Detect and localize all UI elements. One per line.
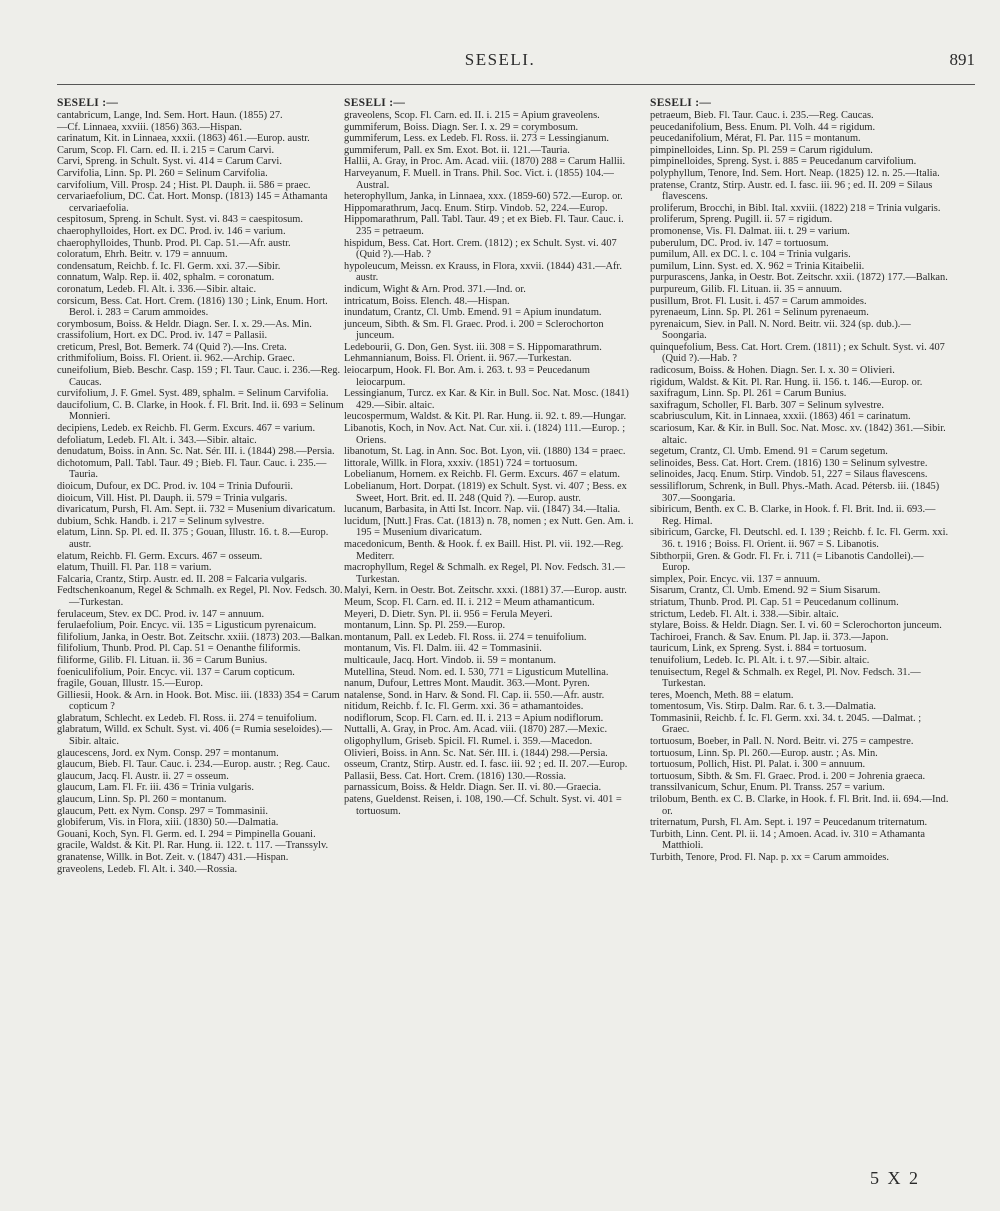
index-entry: cuneifolium, Bieb. Beschr. Casp. 159 ; Fl. Taur. Cauc. i. 236.—Reg. Caucas. [57, 365, 341, 388]
index-entry: tortuosum, Boeber, in Pall. N. Nord. Beitr. vi. 275 = campestre. [650, 736, 914, 748]
index-entry: glaucum, Linn. Sp. Pl. 260 = montanum. [57, 794, 227, 806]
index-entry: glaucum, Jacq. Fl. Austr. ii. 27 = osseum. [57, 770, 229, 782]
index-entry: Olivieri, Boiss. in Ann. Sc. Nat. Sér. III. i. (1844) 298.—Persia. [344, 747, 608, 759]
index-entry: striatum, Thunb. Prod. Pl. Cap. 51 = Peucedanum collinum. [650, 596, 899, 608]
index-entry: petraeum, Bieb. Fl. Taur. Cauc. i. 235.—Reg. Caucas. [650, 110, 874, 121]
index-entry: lucanum, Barbasita, in Atti Ist. Incorr. Nap. vii. (1847) 34.—Italia. [344, 504, 621, 516]
index-entry: teres, Moench, Meth. 88 = elatum. [650, 689, 794, 701]
index-entry: gummiferum, Boiss. Diagn. Ser. I. x. 29 = corymbosum. [344, 121, 579, 133]
index-entry: curvifolium, J. F. Gmel. Syst. 489, sphalm. = Selinum Carvifolia. [57, 388, 329, 400]
index-entry: pyrenaicum, Siev. in Pall. N. Nord. Beitr. vii. 324 (sp. dub.).—Soongaria. [650, 318, 911, 342]
signature-mark: 5 X 2 [870, 1168, 920, 1188]
entry-list [650, 110, 950, 864]
index-entry: Fedtschenkoanum, Regel & Schmalh. ex Regel, Pl. Nov. Fedsch. 30.—Turkestan. [57, 585, 343, 608]
index-entry: cervariaefolium, DC. Cat. Hort. Monsp. (1813) 145 = Athamanta cervariaefolia. [57, 191, 328, 214]
index-entry: libanotum, St. Lag. in Ann. Soc. Bot. Lyon, vii. (1880) 134 = praec. [344, 446, 626, 458]
index-entry: selinoides, Jacq. Enum. Stirp. Vindob. 51, 227 = Silaus flavescens. [650, 469, 928, 481]
page-title: SESELI. [464, 50, 536, 69]
index-entry: inundatum, Crantz, Cl. Umb. Emend. 91 = Apium inundatum. [344, 307, 602, 319]
index-entry: Malyi, Kern. in Oestr. Bot. Zeitschr. xxxi. (1881) 37.—Europ. austr. [344, 585, 627, 597]
index-entry: Pallasii, Bess. Cat. Hort. Crem. (1816) 130.—Rossia. [344, 770, 566, 782]
index-entry: Hippomarathrum, Pall. Tabl. Taur. 49 ; et ex Bieb. Fl. Taur. Cauc. i. 235 = petraeum. [344, 214, 624, 237]
index-entry: cantabricum, Lange, Ind. Sem. Hort. Haun. (1855) 27. [57, 110, 283, 121]
index-entry: heterophyllum, Janka, in Linnaea, xxx. (1859-60) 572.—Europ. or. [344, 191, 623, 203]
column-heading: SESELI :— [344, 97, 406, 109]
index-entry: hispidum, Bess. Cat. Hort. Crem. (1812) ; ex Schult. Syst. vi. 407 (Quid ?).—Hab. ? [344, 237, 617, 261]
index-entry: pumilum, All. ex DC. l. c. 104 = Trinia vulgaris. [650, 249, 851, 261]
index-entry: segetum, Crantz, Cl. Umb. Emend. 91 = Carum segetum. [650, 446, 888, 458]
index-entry: Ledebourii, G. Don, Gen. Syst. iii. 308 = S. Hippomarathrum. [344, 341, 602, 353]
index-entry: glaucum, Lam. Fl. Fr. iii. 436 = Trinia vulgaris. [57, 782, 254, 794]
index-entry: dubium, Schk. Handb. i. 217 = Selinum sylvestre. [57, 515, 265, 527]
index-entry: filiforme, Gilib. Fl. Lituan. ii. 36 = Carum Bunius. [57, 654, 268, 666]
index-entry: graveolens, Scop. Fl. Carn. ed. II. i. 215 = Apium graveolens. [344, 110, 600, 121]
index-entry: rigidum, Waldst. & Kit. Pl. Rar. Hung. ii. 156. t. 146.—Europ. or. [650, 376, 923, 388]
index-entry: pimpinelloides, Linn. Sp. Pl. 259 = Carum rigidulum. [650, 144, 873, 156]
index-entry: divaricatum, Pursh, Fl. Am. Sept. ii. 732 = Musenium divaricatum. [57, 504, 336, 516]
index-entry: leiocarpum, Hook. Fl. Bor. Am. i. 263. t. 93 = Peucedanum leiocarpum. [344, 365, 590, 388]
index-entry: simplex, Poir. Encyc. vii. 137 = annuum. [650, 573, 821, 585]
entry-list [344, 110, 634, 817]
index-entry: Falcaria, Crantz, Stirp. Austr. ed. II. 208 = Falcaria vulgaris. [57, 573, 307, 585]
index-entry: radicosum, Boiss. & Hohen. Diagn. Ser. I. x. 30 = Olivieri. [650, 365, 895, 377]
index-entry: Lehmannianum, Boiss. Fl. Orient. ii. 967.—Turkestan. [344, 353, 572, 365]
index-entry: tortuosum, Pollich, Hist. Pl. Palat. i. 300 = annuum. [650, 759, 866, 771]
header-rule [57, 84, 975, 85]
index-entry: Hippomarathrum, Jacq. Enum. Stirp. Vindob. 52, 224.—Europ. [344, 202, 608, 214]
index-entry: macrophyllum, Regel & Schmalh. ex Regel, Pl. Nov. Fedsch. 31.—Turkestan. [344, 562, 625, 585]
index-entry: nodiflorum, Scop. Fl. Carn. ed. II. i. 213 = Apium nodiflorum. [344, 712, 604, 724]
index-entry: indicum, Wight & Arn. Prod. 371.—Ind. or. [344, 283, 526, 295]
index-entry: gummiferum, Pall. ex Sm. Exot. Bot. ii. 121.—Tauria. [344, 144, 570, 156]
index-entry: filifolium, Thunb. Prod. Pl. Cap. 51 = Oenanthe filiformis. [57, 643, 301, 655]
index-entry: Nuttalli, A. Gray, in Proc. Am. Acad. viii. (1870) 287.—Mexic. [344, 724, 608, 736]
index-entry: montanum, Linn. Sp. Pl. 259.—Europ. [344, 620, 506, 632]
index-entry: coloratum, Ehrh. Beitr. v. 179 = annuum. [57, 249, 228, 261]
index-entry: Meyeri, D. Dietr. Syn. Pl. ii. 956 = Ferula Meyeri. [344, 608, 553, 620]
index-entry: littorale, Willk. in Flora, xxxiv. (1851) 724 = tortuosum. [344, 457, 578, 469]
index-entry: purpureum, Gilib. Fl. Lituan. ii. 35 = annuum. [650, 283, 843, 295]
index-entry: foeniculifolium, Poir. Encyc. vii. 137 = Carum copticum. [57, 666, 295, 678]
index-entry: tauricum, Link, ex Spreng. Syst. i. 884 = tortuosum. [650, 643, 867, 655]
index-entry: elatum, Linn. Sp. Pl. ed. II. 375 ; Gouan, Illustr. 16. t. 8.—Europ. austr. [57, 527, 329, 550]
index-entry: sibiricum, Benth. ex C. B. Clarke, in Hook. f. Fl. Brit. Ind. ii. 693.—Reg. Himal. [650, 504, 936, 527]
index-entry: chaerophylloides, Thunb. Prod. Pl. Cap. 51.—Afr. austr. [57, 237, 291, 249]
index-entry: proliferum, Spreng. Pugill. ii. 57 = rigidum. [650, 214, 833, 226]
index-entry: tenuisectum, Regel & Schmalh. ex Regel, Pl. Nov. Fedsch. 31.—Turkestan. [650, 666, 921, 690]
page-number: 891 [949, 50, 975, 69]
index-entry: dioicum, Vill. Hist. Pl. Dauph. ii. 579 = Trinia vulgaris. [57, 492, 288, 504]
index-entry: peucedanifolium, Bess. Enum. Pl. Volh. 44 = rigidum. [650, 121, 876, 133]
index-entry: Meum, Scop. Fl. Carn. ed. II. i. 212 = Meum athamanticum. [344, 596, 595, 608]
index-entry: sibiricum, Garcke, Fl. Deutschl. ed. I. 139 ; Reichb. f. Ic. Fl. Germ. xxi. 36. t. 1916 ; Boiss. Fl. Orient. ii. 967 = S. Libanotis. [650, 527, 949, 550]
index-entry: ferulaefolium, Poir. Encyc. vii. 135 = Ligusticum pyrenaicum. [57, 620, 317, 632]
index-entry: sessiliflorum, Schrenk, in Bull. Phys.-Math. Acad. Pétersb. iii. (1845) 307.—Soongaria. [650, 481, 940, 504]
index-entry: montanum, Pall. ex Ledeb. Fl. Ross. ii. 274 = tenuifolium. [344, 631, 587, 643]
index-entry: globiferum, Vis. in Flora, xiii. (1830) 50.—Dalmatia. [57, 817, 279, 829]
index-entry: carvifolium, Vill. Prosp. 24 ; Hist. Pl. Dauph. ii. 586 = praec. [57, 179, 311, 191]
index-entry: ferulaceum, Stev. ex DC. Prod. iv. 147 = annuum. [57, 608, 265, 620]
index-entry: Gouani, Koch, Syn. Fl. Germ. ed. I. 294 = Pimpinella Gouani. [57, 828, 316, 840]
index-entry: gummiferum, Less. ex Ledeb. Fl. Ross. ii. 273 = Lessingianum. [344, 133, 610, 145]
index-entry: triternatum, Pursh, Fl. Am. Sept. i. 197 = Peucedanum triternatum. [650, 817, 928, 829]
index-entry: glabratum, Schlecht. ex Ledeb. Fl. Ross. ii. 274 = tenuifolium. [57, 712, 317, 724]
index-entry: glaucescens, Jord. ex Nym. Consp. 297 = montanum. [57, 747, 279, 759]
index-entry: glaucum, Bieb. Fl. Taur. Cauc. i. 234.—Europ. austr. ; Reg. Cauc. [57, 759, 330, 771]
index-entry: Lobelianum, Hornem. ex Reichb. Fl. Germ. Excurs. 467 = elatum. [344, 469, 620, 481]
index-entry: puberulum, DC. Prod. iv. 147 = tortuosum. [650, 237, 829, 249]
index-entry: elatum, Thuill. Fl. Par. 118 = varium. [57, 562, 212, 574]
index-entry: stylare, Boiss. & Heldr. Diagn. Ser. I. vi. 60 = Sclerochorton junceum. [650, 620, 942, 632]
index-entry: Mutellina, Steud. Nom. ed. I. 530, 771 = Ligusticum Mutellina. [344, 666, 609, 678]
index-entry: daucifolium, C. B. Clarke, in Hook. f. Fl. Brit. Ind. ii. 693 = Selinum Monnieri. [57, 399, 344, 423]
column-2 [344, 97, 634, 817]
index-entry: tortuosum, Sibth. & Sm. Fl. Graec. Prod. i. 200 = Johrenia graeca. [650, 770, 926, 782]
index-entry: crithmifolium, Boiss. Fl. Orient. ii. 962.—Archip. Graec. [57, 353, 295, 365]
index-entry: quinquefolium, Bess. Cat. Hort. Crem. (1811) ; ex Schult. Syst. vi. 407 (Quid ?).—Hab. ? [650, 341, 945, 365]
index-entry: selinoides, Bess. Cat. Hort. Crem. (1816) 130 = Selinum sylvestre. [650, 457, 928, 469]
index-entry: granatense, Willk. in Bot. Zeit. v. (1847) 431.—Hispan. [57, 852, 289, 863]
index-entry: Lessingianum, Turcz. ex Kar. & Kir. in Bull. Soc. Nat. Mosc. (1841) 429.—Sibir. altaic. [344, 388, 629, 411]
index-entry: carinatum, Kit. in Linnaea, xxxii. (1863) 461.—Europ. austr. [57, 133, 310, 145]
column-1 [57, 97, 347, 875]
index-entry: glabratum, Willd. ex Schult. Syst. vi. 406 (= Rumia seseloides).—Sibir. altaic. [57, 724, 333, 748]
index-entry: elatum, Reichb. Fl. Germ. Excurs. 467 = osseum. [57, 550, 263, 562]
index-entry: chaerophylloides, Hort. ex DC. Prod. iv. 146 = varium. [57, 225, 286, 237]
index-entry: lucidum, [Nutt.] Fras. Cat. (1813) n. 78, nomen ; ex Nutt. Gen. Am. i. 195 = Musenium divaricatum. [344, 515, 634, 539]
index-entry: strictum, Ledeb. Fl. Alt. i. 338.—Sibir. altaic. [650, 608, 839, 620]
index-entry: pusillum, Brot. Fl. Lusit. i. 457 = Carum ammoides. [650, 295, 867, 307]
index-entry: Harveyanum, F. Muell. in Trans. Phil. Soc. Vict. i. (1855) 104.—Austral. [344, 167, 614, 191]
index-entry: glaucum, Pett. ex Nym. Consp. 297 = Tommasinii. [57, 805, 269, 817]
index-entry: crassifolium, Hort. ex DC. Prod. iv. 147 = Pallasii. [57, 330, 268, 342]
index-entry: nanum, Dufour, Lettres Mont. Maudit. 363.—Mont. Pyren. [344, 678, 590, 690]
index-entry: Carvi, Spreng. in Schult. Syst. vi. 414 = Carum Carvi. [57, 156, 282, 168]
index-entry: gracile, Waldst. & Kit. Pl. Rar. Hung. ii. 122. t. 117. —Transsylv. [57, 840, 329, 852]
index-entry: Carum, Scop. Fl. Carn. ed. II. i. 215 = Carum Carvi. [57, 144, 275, 156]
index-entry: scariosum, Kar. & Kir. in Bull. Soc. Nat. Mosc. xv. (1842) 361.—Sibir. altaic. [650, 423, 946, 446]
index-entry: polyphyllum, Tenore, Ind. Sem. Hort. Neap. (1825) 12. n. 25.—Italia. [650, 167, 940, 179]
index-entry: leucospermum, Waldst. & Kit. Pl. Rar. Hung. ii. 92. t. 89.—Hungar. [344, 411, 627, 423]
index-entry: pumilum, Linn. Syst. ed. X. 962 = Trinia Kitaibelii. [650, 260, 865, 272]
index-entry: tortuosum, Linn. Sp. Pl. 260.—Europ. austr. ; As. Min. [650, 747, 878, 759]
index-entry: filifolium, Janka, in Oestr. Bot. Zeitschr. xxiii. (1873) 203.—Balkan. [57, 631, 343, 643]
index-entry: fragile, Gouan, Illustr. 15.—Europ. [57, 678, 204, 690]
index-entry: hypoleucum, Meissn. ex Krauss, in Flora, xxvii. (1844) 431.—Afr. austr. [344, 260, 622, 284]
index-entry: intricatum, Boiss. Elench. 48.—Hispan. [344, 295, 510, 307]
index-entry: Sibthorpii, Gren. & Godr. Fl. Fr. i. 711 (= Libanotis Candollei).—Europ. [650, 550, 924, 574]
index-entry: pimpinelloides, Spreng. Syst. i. 885 = Peucedanum carvifolium. [650, 156, 917, 168]
index-entry: coronatum, Ledeb. Fl. Alt. i. 336.—Sibir. altaic. [57, 283, 257, 295]
index-entry: connatum, Walp. Rep. ii. 402, sphalm. = coronatum. [57, 272, 275, 284]
index-entry: Turbith, Tenore, Prod. Fl. Nap. p. xx = Carum ammoides. [650, 852, 889, 863]
index-entry: condensatum, Reichb. f. Ic. Fl. Germ. xxi. 37.—Sibir. [57, 260, 281, 272]
index-entry: pratense, Crantz, Stirp. Austr. ed. I. fasc. iii. 96 ; ed. II. 209 = Silaus flavescens. [650, 179, 933, 203]
index-entry: dioicum, Dufour, ex DC. Prod. iv. 104 = Trinia Dufourii. [57, 481, 293, 492]
index-entry: patens, Gueldenst. Reisen, i. 108, 190.—Cf. Schult. Syst. vi. 401 = tortuosum. [344, 794, 622, 817]
entry-list [57, 110, 347, 875]
index-entry: Lobelianum, Hort. Dorpat. (1819) ex Schult. Syst. vi. 407 ; Bess. ex Sweet, Hort. Brit. ed. II. 248 (Quid ?). —Europ. austr. [344, 481, 627, 504]
index-entry: graveolens, Ledeb. Fl. Alt. i. 340.—Rossia. [57, 863, 238, 875]
index-entry: defoliatum, Ledeb. Fl. Alt. i. 343.—Sibir. altaic. [57, 434, 257, 446]
index-entry: Gilliesii, Hook. & Arn. in Hook. Bot. Misc. iii. (1833) 354 = Carum copticum ? [57, 689, 340, 713]
index-entry: Tachiroei, Franch. & Sav. Enum. Pl. Jap. ii. 373.—Japon. [650, 631, 889, 643]
index-entry: corsicum, Bess. Cat. Hort. Crem. (1816) 130 ; Link, Enum. Hort. Berol. i. 283 = Carum ammoides. [57, 295, 328, 319]
index-entry: Tommasinii, Reichb. f. Ic. Fl. Germ. xxi. 34. t. 2045. —Dalmat. ; Graec. [650, 712, 922, 736]
index-entry: creticum, Presl, Bot. Bemerk. 74 (Quid ?).—Ins. Creta. [57, 341, 287, 353]
index-entry: macedonicum, Benth. & Hook. f. ex Baill. Hist. Pl. vii. 192.—Reg. Mediterr. [344, 538, 624, 562]
index-entry: tomentosum, Vis. Stirp. Dalm. Rar. 6. t. 3.—Dalmatia. [650, 701, 877, 713]
column-heading: SESELI :— [57, 97, 119, 109]
index-entry: transsilvanicum, Schur, Enum. Pl. Transs. 257 = varium. [650, 782, 885, 794]
index-entry: promonense, Vis. Fl. Dalmat. iii. t. 29 = varium. [650, 225, 850, 237]
running-head [0, 50, 1000, 74]
index-entry: pyrenaeum, Linn. Sp. Pl. 261 = Selinum pyrenaeum. [650, 307, 869, 319]
column-3 [650, 97, 950, 864]
index-entry: Sisarum, Crantz, Cl. Umb. Emend. 92 = Sium Sisarum. [650, 585, 881, 597]
index-entry: junceum, Sibth. & Sm. Fl. Graec. Prod. i. 200 = Sclerochorton junceum. [344, 318, 604, 342]
index-entry: montanum, Vis. Fl. Dalm. iii. 42 = Tommasinii. [344, 643, 542, 655]
column-heading: SESELI :— [650, 97, 712, 109]
index-entry: parnassicum, Boiss. & Heldr. Diagn. Ser. II. vi. 80.—Graecia. [344, 782, 602, 794]
index-entry: Turbith, Linn. Cent. Pl. ii. 14 ; Amoen. Acad. iv. 310 = Athamanta Matthioli. [650, 828, 925, 852]
index-entry: tenuifolium, Ledeb. Ic. Pl. Alt. i. t. 97.—Sibir. altaic. [650, 654, 870, 666]
index-entry: saxifragum, Scholler, Fl. Barb. 307 = Selinum sylvestre. [650, 399, 885, 411]
index-entry: denudatum, Boiss. in Ann. Sc. Nat. Sér. III. i. (1844) 298.—Persia. [57, 446, 335, 458]
index-entry: scabriusculum, Kit. in Linnaea, xxxii. (1863) 461 = carinatum. [650, 411, 911, 423]
index-entry: peucedanifolium, Mérat, Fl. Par. 115 = montanum. [650, 133, 861, 145]
index-entry: nitidum, Reichb. f. Ic. Fl. Germ. xxi. 36 = athamantoides. [344, 701, 584, 713]
index-entry: oligophyllum, Griseb. Spicil. Fl. Rumel. i. 359.—Macedon. [344, 736, 593, 748]
index-entry: purpurascens, Janka, in Oestr. Bot. Zeitschr. xxii. (1872) 177.—Balkan. [650, 272, 948, 284]
index-entry: multicaule, Jacq. Hort. Vindob. ii. 59 = montanum. [344, 654, 556, 666]
index-entry: decipiens, Ledeb. ex Reichb. Fl. Germ. Excurs. 467 = varium. [57, 423, 316, 435]
index-entry: —Cf. Linnaea, xxviii. (1856) 363.—Hispan. [57, 121, 242, 133]
index-entry: osseum, Crantz, Stirp. Austr. ed. I. fasc. iii. 92 ; ed. II. 207.—Europ. [344, 759, 628, 771]
index-entry: corymbosum, Boiss. & Heldr. Diagn. Ser. I. x. 29.—As. Min. [57, 318, 312, 330]
index-entry: Libanotis, Koch, in Nov. Act. Nat. Cur. xii. i. (1824) 111.—Europ. ; Oriens. [344, 423, 626, 446]
index-entry: Carvifolia, Linn. Sp. Pl. 260 = Selinum Carvifolia. [57, 167, 268, 179]
index-entry: proliferum, Brocchi, in Bibl. Ital. xxviii. (1822) 218 = Trinia vulgaris. [650, 202, 941, 214]
index-entry: cespitosum, Spreng. in Schult. Syst. vi. 843 = caespitosum. [57, 214, 303, 226]
index-entry: trilobum, Benth. ex C. B. Clarke, in Hook. f. Fl. Brit. Ind. ii. 694.—Ind. or. [650, 794, 949, 817]
index-entry: saxifragum, Linn. Sp. Pl. 261 = Carum Bunius. [650, 388, 847, 400]
index-entry: natalense, Sond. in Harv. & Sond. Fl. Cap. ii. 550.—Afr. austr. [344, 689, 605, 701]
index-entry: Hallii, A. Gray, in Proc. Am. Acad. viii. (1870) 288 = Carum Hallii. [344, 156, 626, 168]
index-entry: dichotomum, Pall. Tabl. Taur. 49 ; Bieb. Fl. Taur. Cauc. i. 235.—Tauria. [57, 457, 327, 481]
